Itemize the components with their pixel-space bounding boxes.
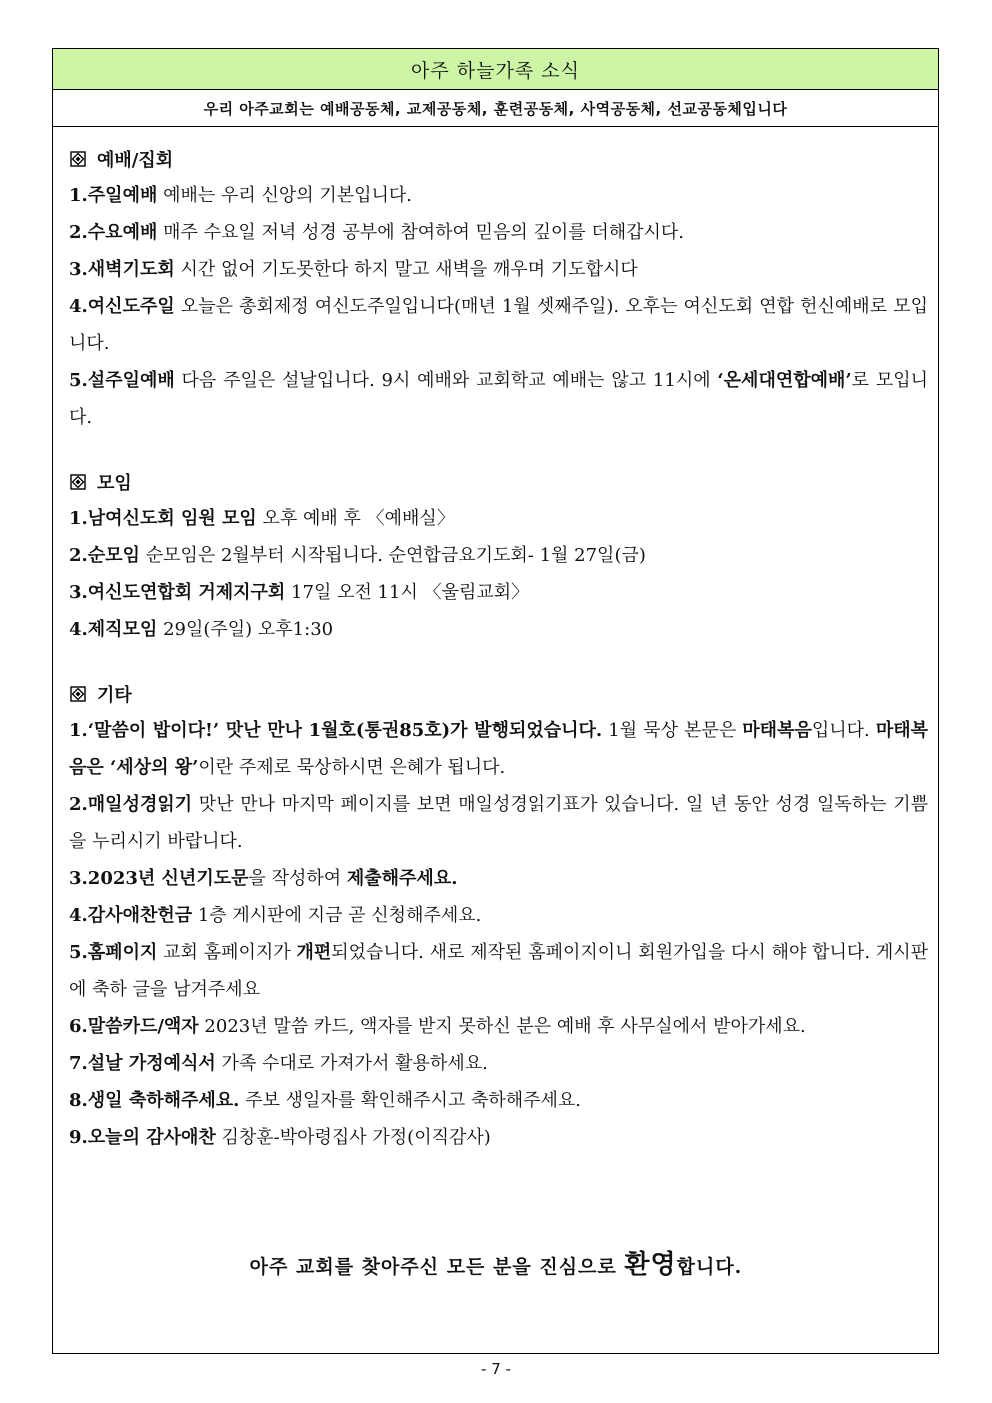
item-text: 맛난 만나 마지막 페이지를 보면 매일성경읽기표가 있습니다. 일 년 동안 성경 일독하는 기쁨을 누리시기 바랍니다. (69, 794, 928, 852)
page-title: 아주 하늘가족 소식 (53, 49, 938, 90)
item-text: 17일 오전 11시 〈울림교회〉 (285, 582, 530, 603)
item-label: 2.순모임 (69, 545, 140, 566)
item-label: 4.감사애찬헌금 (69, 905, 193, 926)
item-text: 김창훈-박아령집사 가정(이직감사) (215, 1127, 491, 1148)
list-item (69, 574, 928, 611)
list-item (69, 1119, 928, 1156)
item-text: 순모임은 2월부터 시작됩니다. 순연합금요기도회- 1월 27일(금) (139, 545, 646, 566)
item-label: 5.홈페이지 (69, 942, 158, 963)
item-text: 오늘은 총회제정 여신도주일입니다(매년 1월 셋째주일). 오후는 여신도회 연합 헌신예배로 모입니다. (69, 296, 928, 354)
list-item (69, 251, 928, 288)
item-label: 2.매일성경읽기 (69, 794, 193, 815)
item-label: 4.여신도주일 (69, 296, 175, 317)
item-text: 시간 없어 기도못한다 하지 말고 새벽을 깨우며 기도합시다 (174, 259, 638, 280)
list-item (69, 611, 928, 648)
bulletin-frame (52, 48, 939, 1354)
section-worship (69, 141, 928, 436)
item-label: 1.남여신도회 임원 모임 (69, 508, 257, 529)
list-item (69, 712, 928, 786)
welcome-text: 아주 교회를 찾아주신 모든 분을 진심으로 (249, 1256, 625, 1278)
section-heading (69, 676, 928, 712)
page-number: - 7 - (481, 1360, 511, 1378)
item-text: 매주 수요일 저녁 성경 공부에 참여하여 믿음의 깊이를 더해갑시다. (157, 222, 685, 243)
item-text: 되었습니다. 새로 제작된 홈페이지이니 회원가입을 다시 해야 합니다. 게시판에 축하 글을 남겨주세요 (69, 942, 928, 1000)
list-item (69, 786, 928, 860)
list-item (69, 860, 928, 897)
item-label: 1.주일예배 (69, 185, 158, 206)
list-item (69, 1045, 928, 1082)
item-emphasis: 제출해주세요. (346, 868, 458, 889)
list-item (69, 934, 928, 1008)
item-emphasis: 개편 (296, 942, 332, 963)
list-item (69, 177, 928, 214)
item-text: 2023년 말씀 카드, 액자를 받지 못하신 분은 예배 후 사무실에서 받아가세요. (198, 1016, 806, 1037)
item-text: 가족 수대로 가져가서 활용하세요. (215, 1053, 488, 1074)
item-text: 을 작성하여 (248, 868, 347, 889)
list-item (69, 214, 928, 251)
item-label: 3.여신도연합회 거제지구회 (69, 582, 286, 603)
item-text: 오후 예배 후 〈예배실〉 (256, 508, 455, 529)
welcome-message (0, 1244, 992, 1281)
item-label: 6.말씀카드/액자 (69, 1016, 199, 1037)
section-heading (69, 141, 928, 177)
item-emphasis: 마태복음 (742, 720, 812, 741)
page-subtitle: 우리 아주교회는 예배공동체, 교제공동체, 훈련공동체, 사역공동체, 선교공동체입니다 (53, 90, 938, 127)
list-item (69, 288, 928, 362)
item-text: 교회 홈페이지가 (157, 942, 297, 963)
item-label: 9.오늘의 감사애찬 (69, 1127, 216, 1148)
item-text: 입니다. (811, 720, 876, 741)
item-label: 8.생일 축하해주세요. (69, 1090, 240, 1111)
item-text: 1층 게시판에 지금 곧 신청해주세요. (192, 905, 482, 926)
item-label: 2.수요예배 (69, 222, 158, 243)
item-text: 로 모입니다. (69, 370, 928, 428)
item-text: 다음 주일은 설날입니다. 9시 예배와 교회학교 예배는 않고 11시에 (174, 370, 718, 391)
diamond-in-square-icon (69, 473, 87, 491)
item-label: 3.2023년 신년기도문 (69, 868, 249, 889)
section-heading-text: 모임 (97, 473, 132, 494)
item-text: 29일(주일) 오후1:30 (157, 619, 334, 640)
item-label: 7.설날 가정예식서 (69, 1053, 216, 1074)
diamond-in-square-icon (69, 685, 87, 703)
list-item (69, 362, 928, 436)
item-text: 1월 묵상 본문은 (602, 720, 743, 741)
section-etc (69, 676, 928, 1156)
item-text: 주보 생일자를 확인해주시고 축하해주세요. (239, 1090, 582, 1111)
diamond-in-square-icon (69, 150, 87, 168)
welcome-emphasis: 환영 (624, 1250, 677, 1280)
section-heading-text: 기타 (97, 685, 132, 706)
list-item (69, 1082, 928, 1119)
section-meetings (69, 464, 928, 648)
item-emphasis: 마태복음은 ‘세상의 왕’ (69, 720, 929, 778)
list-item (69, 500, 928, 537)
item-label: 3.새벽기도회 (69, 259, 175, 280)
section-heading-text: 예배/집회 (97, 150, 174, 171)
list-item (69, 897, 928, 934)
item-label: 1.‘말씀이 밥이다!’ 맛난 만나 1월호(통권85호)가 발행되었습니다. (69, 720, 603, 741)
list-item (69, 537, 928, 574)
bulletin-content (53, 127, 938, 1156)
welcome-text-end: 합니다. (676, 1256, 743, 1278)
item-label: 5.설주일예배 (69, 370, 175, 391)
item-label: 4.제직모임 (69, 619, 158, 640)
item-text: 이란 주제로 묵상하시면 은혜가 됩니다. (198, 757, 506, 778)
item-text: 예배는 우리 신앙의 기본입니다. (157, 185, 412, 206)
item-emphasis: ‘온세대연합예배’ (717, 370, 852, 391)
section-heading (69, 464, 928, 500)
list-item (69, 1008, 928, 1045)
